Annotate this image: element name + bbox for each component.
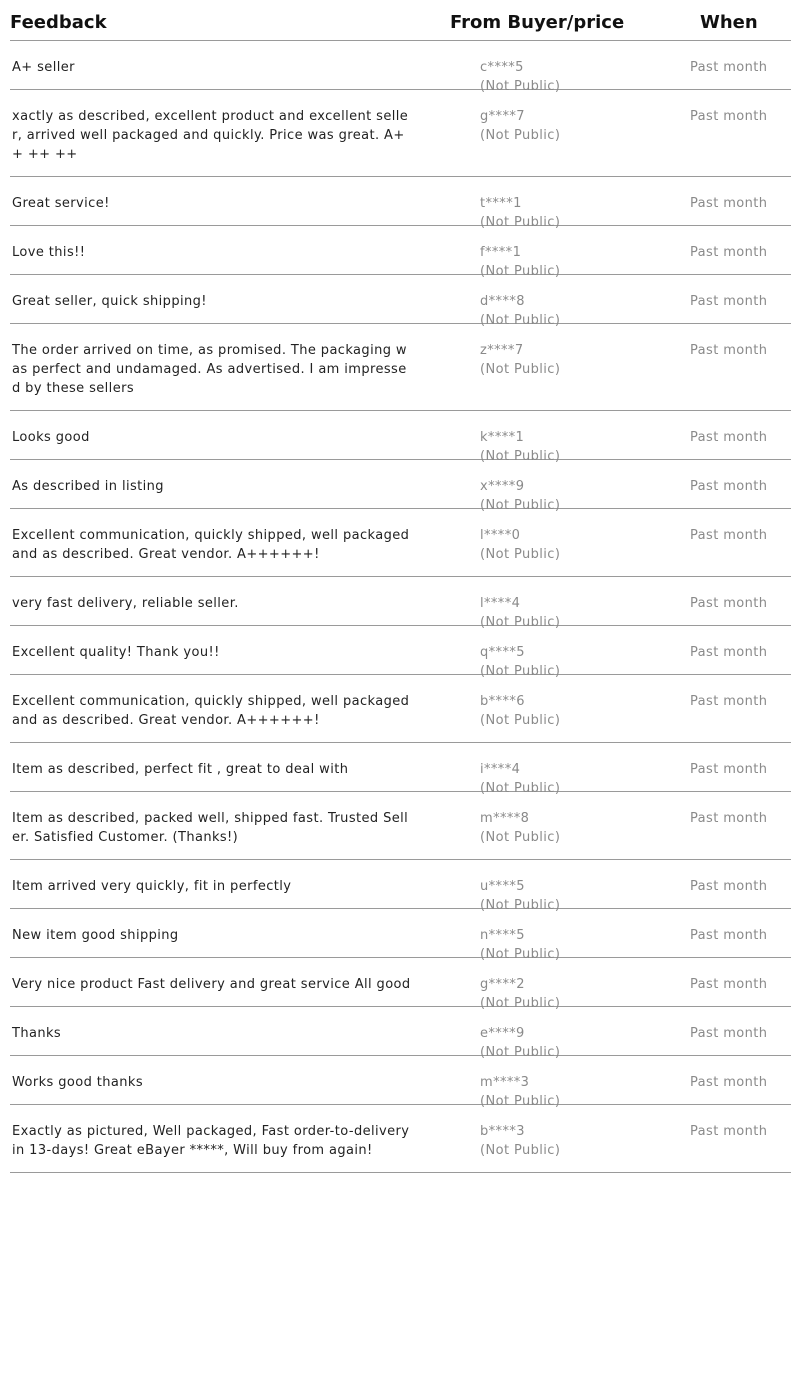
feedback-time: Past month	[690, 1075, 768, 1090]
feedback-comment: Item arrived very quickly, fit in perfectly	[12, 879, 292, 894]
buyer-id: m****3	[480, 1075, 530, 1090]
buyer-privacy-note: (Not Public)	[480, 830, 561, 845]
buyer-privacy-note: (Not Public)	[480, 781, 561, 796]
feedback-comment: Love this!!	[12, 245, 86, 260]
buyer-id: b****6	[480, 694, 525, 709]
table-row	[10, 860, 791, 913]
buyer-id: l****0	[480, 528, 521, 543]
column-header-when: When	[700, 12, 758, 33]
table-row	[10, 958, 791, 1011]
buyer-id: b****3	[480, 1124, 525, 1139]
column-header-feedback: Feedback	[10, 12, 107, 33]
buyer-privacy-note: (Not Public)	[480, 1143, 561, 1158]
feedback-time: Past month	[690, 479, 768, 494]
buyer-privacy-note: (Not Public)	[480, 1045, 561, 1060]
feedback-time: Past month	[690, 430, 768, 445]
feedback-comment: very fast delivery, reliable seller.	[12, 596, 239, 611]
feedback-comment: Very nice product Fast delivery and great service All good	[12, 977, 411, 992]
feedback-time: Past month	[690, 196, 768, 211]
buyer-privacy-note: (Not Public)	[480, 664, 561, 679]
feedback-comment: New item good shipping	[12, 928, 179, 943]
table-row	[10, 509, 791, 577]
buyer-id: t****1	[480, 196, 522, 211]
buyer-id: q****5	[480, 645, 525, 660]
buyer-privacy-note: (Not Public)	[480, 947, 561, 962]
feedback-comment: As described in listing	[12, 479, 164, 494]
buyer-cell	[480, 692, 560, 730]
table-row	[10, 675, 791, 743]
buyer-cell	[480, 1122, 560, 1160]
feedback-comment: Thanks	[12, 1026, 62, 1041]
feedback-time: Past month	[690, 596, 768, 611]
table-row	[10, 324, 791, 411]
buyer-id: x****9	[480, 479, 525, 494]
buyer-id: m****8	[480, 811, 530, 826]
table-row	[10, 90, 791, 177]
table-row	[10, 460, 791, 513]
buyer-cell	[480, 526, 560, 564]
table-row	[10, 275, 791, 328]
feedback-comment: A+ seller	[12, 60, 75, 75]
feedback-comment: Excellent quality! Thank you!!	[12, 645, 220, 660]
buyer-id: e****9	[480, 1026, 525, 1041]
buyer-id: i****4	[480, 762, 521, 777]
feedback-time: Past month	[690, 245, 768, 260]
feedback-time: Past month	[690, 1026, 768, 1041]
buyer-privacy-note: (Not Public)	[480, 128, 561, 143]
feedback-time: Past month	[690, 60, 768, 75]
column-header-buyer: From Buyer/price	[450, 12, 625, 33]
table-row	[10, 177, 791, 230]
buyer-id: n****5	[480, 928, 525, 943]
buyer-id: c****5	[480, 60, 524, 75]
feedback-comment: Item as described, packed well, shipped fast. Trusted Seller. Satisfied Customer. (Thanks!)	[12, 811, 409, 845]
buyer-id: z****7	[480, 343, 524, 358]
buyer-privacy-note: (Not Public)	[480, 449, 561, 464]
buyer-id: d****8	[480, 294, 525, 309]
feedback-comment: Excellent communication, quickly shipped, well packaged and as described. Great vendor. A++++++!	[12, 694, 410, 728]
buyer-privacy-note: (Not Public)	[480, 1094, 561, 1109]
buyer-cell	[480, 107, 560, 145]
feedback-time: Past month	[690, 879, 768, 894]
table-row	[10, 909, 791, 962]
table-row	[10, 792, 791, 860]
table-row	[10, 411, 791, 464]
feedback-comment: Looks good	[12, 430, 90, 445]
buyer-cell	[480, 341, 560, 379]
buyer-privacy-note: (Not Public)	[480, 362, 561, 377]
feedback-time: Past month	[690, 343, 768, 358]
buyer-id: u****5	[480, 879, 525, 894]
table-row	[10, 626, 791, 679]
feedback-time: Past month	[690, 928, 768, 943]
feedback-time: Past month	[690, 528, 768, 543]
table-row	[10, 226, 791, 279]
feedback-time: Past month	[690, 294, 768, 309]
buyer-privacy-note: (Not Public)	[480, 264, 561, 279]
buyer-privacy-note: (Not Public)	[480, 498, 561, 513]
buyer-id: g****7	[480, 109, 525, 124]
buyer-privacy-note: (Not Public)	[480, 313, 561, 328]
buyer-privacy-note: (Not Public)	[480, 79, 561, 94]
table-row	[10, 1007, 791, 1060]
table-row	[10, 41, 791, 94]
table-row	[10, 1105, 791, 1173]
buyer-privacy-note: (Not Public)	[480, 898, 561, 913]
table-row	[10, 743, 791, 796]
feedback-time: Past month	[690, 811, 768, 826]
buyer-privacy-note: (Not Public)	[480, 547, 561, 562]
feedback-time: Past month	[690, 1124, 768, 1139]
buyer-id: f****1	[480, 245, 522, 260]
feedback-table	[10, 0, 791, 1173]
feedback-comment: The order arrived on time, as promised. The packaging was perfect and undamaged. As advertised. I am impressed by these sellers	[12, 343, 407, 396]
feedback-comment: xactly as described, excellent product and excellent seller, arrived well packaged and quickly. Price was great. A++ ++ ++	[12, 109, 409, 162]
table-row	[10, 577, 791, 630]
feedback-time: Past month	[690, 645, 768, 660]
buyer-cell	[480, 809, 560, 847]
buyer-privacy-note: (Not Public)	[480, 996, 561, 1011]
buyer-id: g****2	[480, 977, 525, 992]
buyer-id: k****1	[480, 430, 525, 445]
buyer-privacy-note: (Not Public)	[480, 615, 561, 630]
feedback-comment: Exactly as pictured, Well packaged, Fast order-to-delivery in 13-days! Great eBayer *****, Will buy from again!	[12, 1124, 410, 1158]
feedback-comment: Great seller, quick shipping!	[12, 294, 207, 309]
buyer-id: l****4	[480, 596, 521, 611]
feedback-comment: Great service!	[12, 196, 110, 211]
feedback-time: Past month	[690, 694, 768, 709]
feedback-comment: Works good thanks	[12, 1075, 144, 1090]
table-header	[10, 0, 791, 41]
buyer-privacy-note: (Not Public)	[480, 215, 561, 230]
buyer-privacy-note: (Not Public)	[480, 713, 561, 728]
feedback-time: Past month	[690, 109, 768, 124]
feedback-time: Past month	[690, 762, 768, 777]
table-row	[10, 1056, 791, 1109]
feedback-comment: Item as described, perfect fit , great to deal with	[12, 762, 349, 777]
feedback-comment: Excellent communication, quickly shipped, well packaged and as described. Great vendor. A++++++!	[12, 528, 410, 562]
feedback-time: Past month	[690, 977, 768, 992]
